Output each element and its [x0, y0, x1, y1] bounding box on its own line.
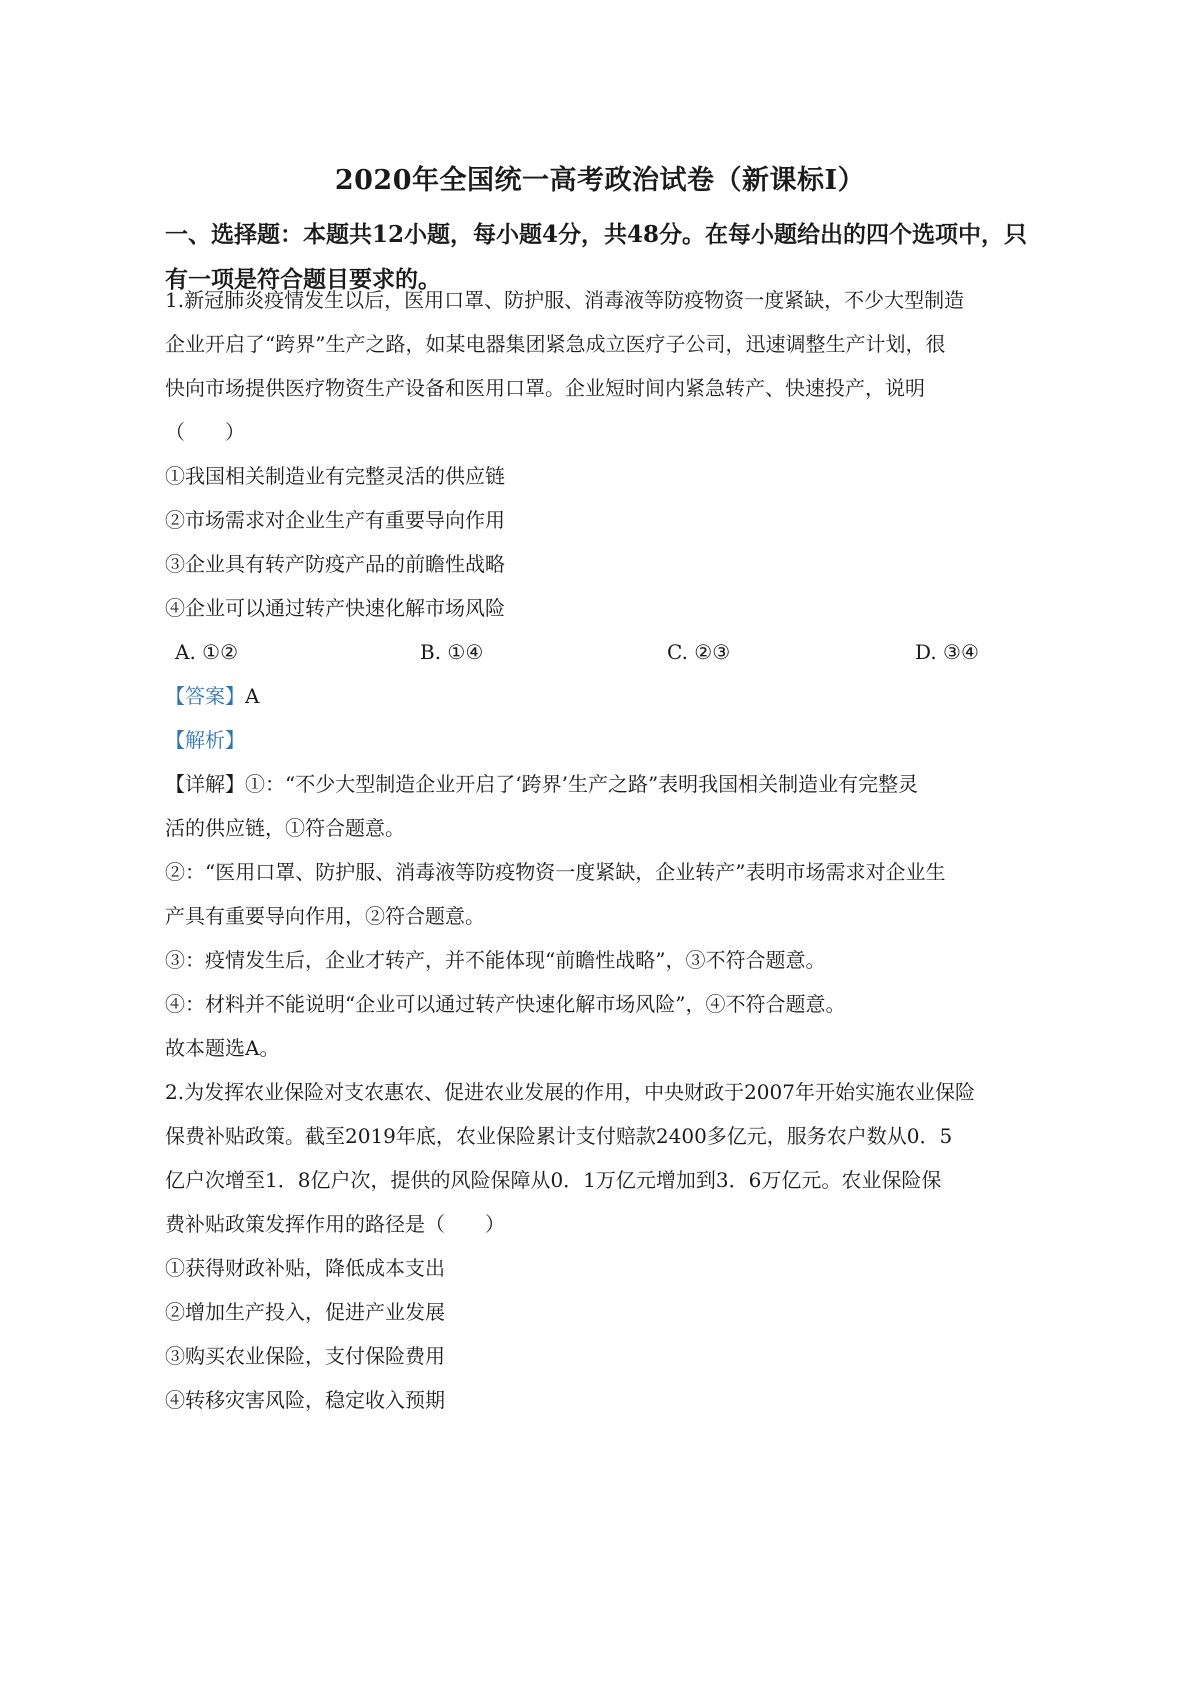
q2-item: ①获得财政补贴，降低成本支出 — [165, 1256, 445, 1280]
q1-option-a: A. ①② — [175, 640, 239, 664]
q1-explanation-line: ③：疫情发生后，企业才转产，并不能体现“前瞻性战略”，③不符合题意。 — [165, 948, 826, 972]
q1-stem-line: （ ） — [165, 420, 245, 444]
q1-option-b: B. ①④ — [420, 640, 484, 664]
q1-item: ②市场需求对企业生产有重要导向作用 — [165, 508, 505, 532]
q1-explanation-line: ④：材料并不能说明“企业可以通过转产快速化解市场风险”，④不符合题意。 — [165, 992, 846, 1016]
q2-stem-line: 亿户次增至1．8亿户次，提供的风险保障从0．1万亿元增加到3．6万亿元。农业保险保 — [165, 1168, 942, 1192]
q1-explanation-line: 产具有重要导向作用，②符合题意。 — [165, 904, 485, 928]
q2-stem-line: 费补贴政策发挥作用的路径是（ ） — [165, 1212, 505, 1236]
answer-tag: 【答案】 — [165, 684, 245, 708]
q2-stem-line: 2.为发挥农业保险对支农惠农、促进农业发展的作用，中央财政于2007年开始实施农业保险 — [165, 1080, 975, 1104]
q1-item: ④企业可以通过转产快速化解市场风险 — [165, 596, 505, 620]
q1-stem-line: 快向市场提供医疗物资生产设备和医用口罩。企业短时间内紧急转产、快速投产，说明 — [165, 376, 925, 400]
q2-item: ②增加生产投入，促进产业发展 — [165, 1300, 445, 1324]
q1-item: ③企业具有转产防疫产品的前瞻性战略 — [165, 552, 505, 576]
q1-explanation-line: ②：“医用口罩、防护服、消毒液等防疫物资一度紧缺，企业转产”表明市场需求对企业生 — [165, 860, 946, 884]
q1-stem-line: 1.新冠肺炎疫情发生以后，医用口罩、防护服、消毒液等防疫物资一度紧缺，不少大型制造 — [165, 288, 965, 312]
q1-item: ①我国相关制造业有完整灵活的供应链 — [165, 464, 505, 488]
q1-stem-line: 企业开启了“跨界”生产之路，如某电器集团紧急成立医疗子公司，迅速调整生产计划，很 — [165, 332, 946, 356]
q1-option-c: C. ②③ — [667, 640, 731, 664]
answer-value: A — [245, 684, 260, 708]
page-title: 2020年全国统一高考政治试卷（新课标I） — [334, 165, 866, 196]
q1-explanation-line: 活的供应链，①符合题意。 — [165, 816, 405, 840]
section-heading: 一、选择题：本题共12小题，每小题4分，共48分。在每小题给出的四个选项中，只有一项是符合题目要求的。 — [165, 221, 1028, 293]
q1-explanation-line: 故本题选A。 — [165, 1036, 280, 1060]
analysis-tag: 【解析】 — [165, 728, 245, 752]
q1-analysis-tag — [165, 727, 245, 753]
q2-item: ③购买农业保险，支付保险费用 — [165, 1344, 445, 1368]
q2-stem-line: 保费补贴政策。截至2019年底，农业保险累计支付赔款2400多亿元，服务农户数从0．5 — [165, 1124, 953, 1148]
q1-option-d: D. ③④ — [915, 640, 979, 664]
q1-answer — [165, 683, 259, 709]
q1-explanation-line: 【详解】①：“不少大型制造企业开启了‘跨界’生产之路”表明我国相关制造业有完整灵 — [165, 772, 919, 796]
q2-item: ④转移灾害风险，稳定收入预期 — [165, 1388, 445, 1412]
